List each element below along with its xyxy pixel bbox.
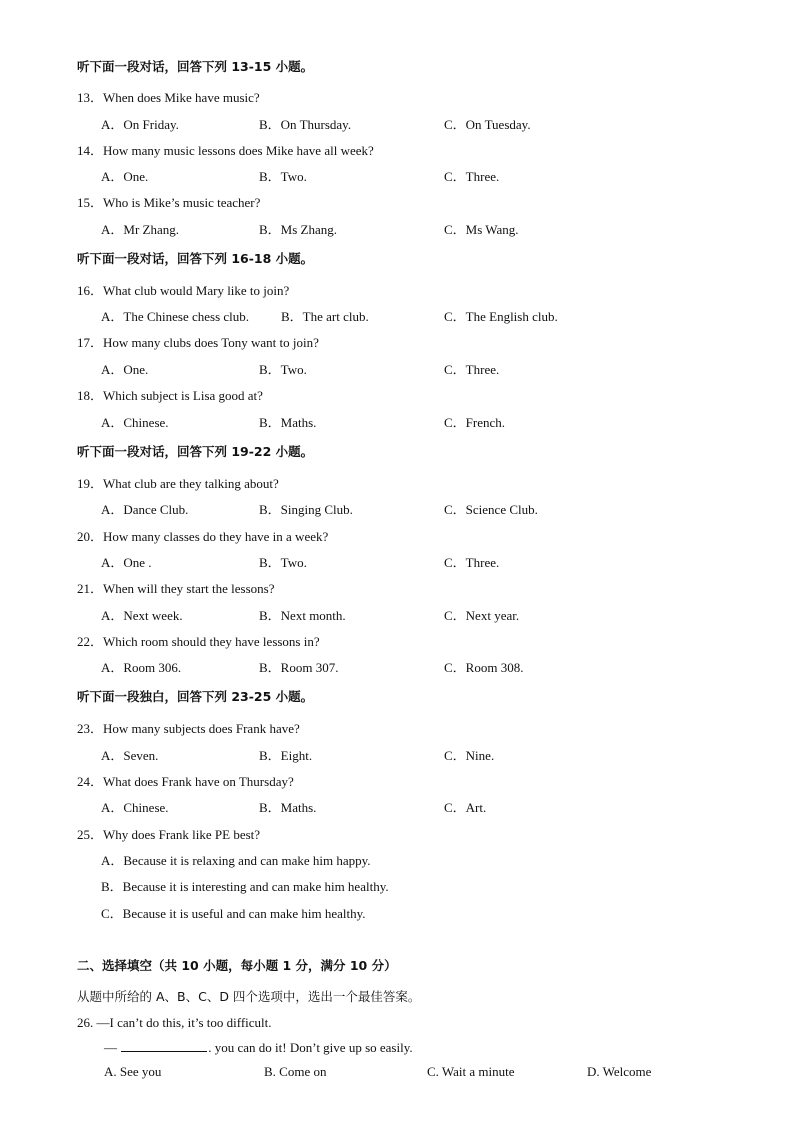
option-a: A．One.: [101, 362, 149, 377]
option-b: B. Come on: [264, 1064, 327, 1079]
option-b: B．Two.: [259, 555, 307, 570]
question-23: 23．How many subjects does Frank have?: [77, 721, 300, 736]
option-d: D. Welcome: [587, 1064, 652, 1079]
option-b: B．Room 307.: [259, 660, 339, 675]
option-b: B．Ms Zhang.: [259, 222, 338, 237]
option-b: B．Singing Club.: [259, 502, 353, 517]
option-c: C．French.: [444, 415, 506, 430]
answer-blank: [121, 1040, 207, 1052]
question-15: 15．Who is Mike’s music teacher?: [77, 195, 261, 210]
option-c: C. Wait a minute: [427, 1064, 515, 1079]
option-a: A．On Friday.: [101, 117, 179, 132]
option-b: B．Next month.: [259, 608, 346, 623]
question-17: 17．How many clubs does Tony want to join?: [77, 335, 319, 350]
question-16: 16．What club would Mary like to join?: [77, 283, 290, 298]
option-a: A．Next week.: [101, 608, 183, 623]
option-c: C．The English club.: [444, 309, 558, 324]
dash: —: [104, 1040, 117, 1055]
option-c: C．Next year.: [444, 608, 520, 623]
option-c: C．Art.: [444, 800, 487, 815]
option-b: B．Maths.: [259, 415, 317, 430]
option-a: A．Room 306.: [101, 660, 182, 675]
option-b: B．Because it is interesting and can make him healthy.: [101, 879, 389, 894]
question-20: 20．How many classes do they have in a week?: [77, 529, 329, 544]
question-14: 14．How many music lessons does Mike have all week?: [77, 143, 374, 158]
option-c: C．Because it is useful and can make him healthy.: [101, 906, 366, 921]
option-a: A．Dance Club.: [101, 502, 189, 517]
option-a: A．Chinese.: [101, 415, 169, 430]
option-b: B．Two.: [259, 169, 307, 184]
question-24: 24．What does Frank have on Thursday?: [77, 774, 294, 789]
question-19: 19．What club are they talking about?: [77, 476, 279, 491]
option-c: C．Science Club.: [444, 502, 538, 517]
question-21: 21．When will they start the lessons?: [77, 581, 275, 596]
question-18: 18．Which subject is Lisa good at?: [77, 388, 263, 403]
option-c: C．Three.: [444, 555, 500, 570]
section-instruction: 从题中所给的 A、B、C、D 四个选项中，选出一个最佳答案。: [77, 989, 421, 1004]
section-heading: 听下面一段对话，回答下列 19-22 小题。: [77, 444, 314, 459]
option-b: B．Two.: [259, 362, 307, 377]
question-26: 26. —I can’t do this, it’s too difficult.: [77, 1015, 272, 1030]
option-c: C．Nine.: [444, 748, 495, 763]
section-heading: 听下面一段独白，回答下列 23-25 小题。: [77, 689, 314, 704]
option-c: C．Ms Wang.: [444, 222, 519, 237]
option-b: B．Eight.: [259, 748, 313, 763]
option-c: C．Room 308.: [444, 660, 524, 675]
option-c: C．Three.: [444, 362, 500, 377]
option-a: A．The Chinese chess club.: [101, 309, 250, 324]
option-a: A．One.: [101, 169, 149, 184]
section-title: 二、选择填空（共 10 小题，每小题 1 分，满分 10 分）: [77, 958, 397, 973]
option-a: A. See you: [104, 1064, 162, 1079]
option-a: A．Because it is relaxing and can make him happy.: [101, 853, 371, 868]
option-b: B．On Thursday.: [259, 117, 352, 132]
option-b: B．The art club.: [281, 309, 369, 324]
question-26-response: [104, 1040, 413, 1056]
option-a: A．Seven.: [101, 748, 159, 763]
question-13: 13．When does Mike have music?: [77, 90, 260, 105]
option-a: A．Mr Zhang.: [101, 222, 179, 237]
question-25: 25．Why does Frank like PE best?: [77, 827, 261, 842]
section-heading: 听下面一段对话，回答下列 16-18 小题。: [77, 251, 314, 266]
question-22: 22．Which room should they have lessons in?: [77, 634, 320, 649]
option-a: A．One .: [101, 555, 152, 570]
option-c: C．On Tuesday.: [444, 117, 531, 132]
option-b: B．Maths.: [259, 800, 317, 815]
option-a: A．Chinese.: [101, 800, 169, 815]
option-c: C．Three.: [444, 169, 500, 184]
response-text: . you can do it! Don’t give up so easily.: [208, 1040, 413, 1055]
section-heading: 听下面一段对话，回答下列 13-15 小题。: [77, 59, 314, 74]
